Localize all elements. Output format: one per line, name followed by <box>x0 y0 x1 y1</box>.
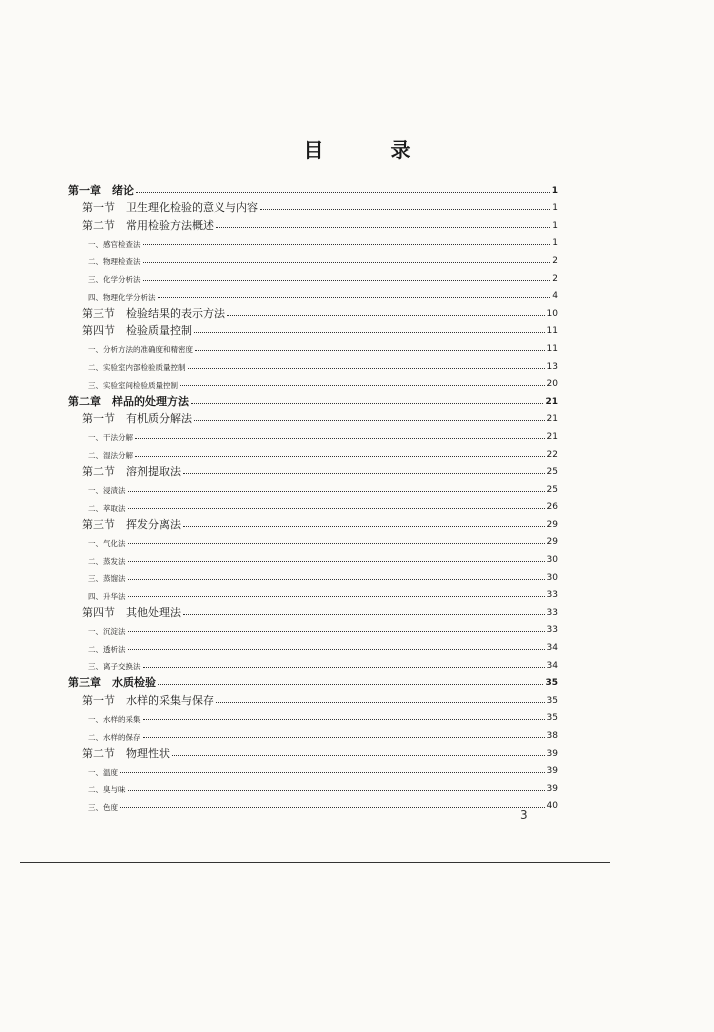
toc-entry-label: 一、沉淀法 <box>88 626 126 636</box>
toc-entry-label: 第三章 水质检验 <box>68 676 156 689</box>
toc-item <box>68 759 558 777</box>
dot-leader <box>128 790 545 791</box>
toc-page-number: 11 <box>546 343 558 354</box>
toc-entry-label: 二、物理检查法 <box>88 257 141 266</box>
toc-chapter <box>68 389 558 407</box>
toc-section <box>68 407 558 425</box>
toc-item <box>68 248 558 266</box>
toc-page-number: 21 <box>546 431 558 442</box>
toc-page-number: 21 <box>545 396 558 407</box>
dot-leader <box>180 385 545 386</box>
toc-entry-label: 第一节 水样的采集与保存 <box>82 693 214 706</box>
dot-leader <box>143 719 545 720</box>
toc-item <box>68 266 558 284</box>
dot-leader <box>172 755 545 756</box>
dot-leader <box>128 631 545 632</box>
toc-entry-label: 二、湿法分解 <box>88 451 133 460</box>
toc-entry-label: 二、臭与味 <box>88 785 126 794</box>
toc-item <box>68 635 558 653</box>
toc-page-number: 2 <box>552 255 558 266</box>
toc-item <box>68 424 558 442</box>
toc-section <box>68 213 558 231</box>
toc-entry-label: 二、萃取法 <box>88 503 126 513</box>
toc-section <box>68 196 558 214</box>
toc-page-number: 35 <box>546 695 558 706</box>
toc-chapter <box>68 178 558 196</box>
toc-page-number: 35 <box>546 713 558 724</box>
toc-section <box>68 600 558 618</box>
dot-leader <box>158 297 551 298</box>
dot-leader <box>143 244 551 245</box>
toc-page-number: 1 <box>551 185 558 196</box>
dot-leader <box>194 332 545 333</box>
dot-leader <box>183 614 545 615</box>
toc-item <box>68 706 558 724</box>
toc-chapter <box>68 671 558 689</box>
toc-page-number: 1 <box>552 238 558 249</box>
toc-item <box>68 723 558 741</box>
toc-entry-label: 二、水样的保存 <box>88 732 141 741</box>
toc-entry-label: 一、水样的采集 <box>88 714 141 724</box>
toc-entry-label: 一、感官检查法 <box>88 239 141 249</box>
dot-leader <box>216 227 550 228</box>
dot-leader <box>143 667 545 668</box>
toc-entry-label: 四、物理化学分析法 <box>88 292 156 302</box>
toc-page-number: 34 <box>546 643 558 654</box>
dot-leader <box>188 368 545 369</box>
toc-item <box>68 547 558 565</box>
toc-page-number: 1 <box>552 203 558 214</box>
toc-entry-label: 三、离子交换法 <box>88 662 141 671</box>
toc-entry-label: 第二节 溶剂提取法 <box>82 465 181 478</box>
toc-entry-label: 一、气化法 <box>88 538 126 548</box>
toc-item <box>68 776 558 794</box>
toc-page-number: 20 <box>546 379 558 390</box>
toc-page-number: 29 <box>546 519 558 530</box>
toc-page-number: 21 <box>546 414 558 425</box>
toc-page-number: 33 <box>546 590 558 601</box>
toc-entry-label: 第四节 检验质量控制 <box>82 324 192 337</box>
toc-page-number: 33 <box>546 607 558 618</box>
toc-page-number: 10 <box>546 308 558 319</box>
toc-page-number: 33 <box>546 625 558 636</box>
toc-page-number: 29 <box>546 537 558 548</box>
dot-leader <box>120 807 545 808</box>
toc-item <box>68 442 558 460</box>
dot-leader <box>143 280 551 281</box>
toc-entry-label: 第三节 检验结果的表示方法 <box>82 306 225 319</box>
toc-entry-label: 一、分析方法的准确度和精密度 <box>88 345 193 354</box>
toc-entry-label: 三、蒸馏法 <box>88 574 126 583</box>
toc-page-number: 25 <box>546 484 558 495</box>
toc-entry-label: 第三节 挥发分离法 <box>82 517 181 530</box>
toc-entry-label: 第二节 物理性状 <box>82 746 170 759</box>
dot-leader <box>216 702 545 703</box>
toc-page-number: 35 <box>545 678 558 689</box>
dot-leader <box>143 737 545 738</box>
toc-item <box>68 653 558 671</box>
dot-leader <box>120 772 545 773</box>
corner-mark: 3 <box>520 808 528 822</box>
dot-leader <box>191 403 543 404</box>
toc-page-number: 40 <box>546 801 558 812</box>
toc-page-number: 4 <box>552 291 558 302</box>
dot-leader <box>183 473 545 474</box>
toc-item <box>68 231 558 249</box>
dot-leader <box>128 508 545 509</box>
toc-entry-label: 四、升华法 <box>88 591 126 601</box>
toc-entry-label: 第一节 有机质分解法 <box>82 412 192 425</box>
dot-leader <box>128 561 545 562</box>
toc-item <box>68 336 558 354</box>
toc-page-number: 13 <box>546 361 558 372</box>
dot-leader <box>128 579 545 580</box>
toc-page-number: 30 <box>546 555 558 566</box>
toc-page-number: 25 <box>546 467 558 478</box>
toc-item <box>68 565 558 583</box>
toc-item <box>68 794 558 812</box>
toc-entry-label: 三、化学分析法 <box>88 275 141 284</box>
dot-leader <box>135 438 545 439</box>
toc-item <box>68 583 558 601</box>
dot-leader <box>183 526 545 527</box>
toc-page-number: 1 <box>552 220 558 231</box>
toc-page-number: 26 <box>546 502 558 513</box>
toc-entry-label: 二、透析法 <box>88 644 126 654</box>
toc-entry-label: 第二章 样品的处理方法 <box>68 394 189 407</box>
toc-item <box>68 495 558 513</box>
toc-page-number: 22 <box>546 449 558 460</box>
dot-leader <box>260 209 550 210</box>
toc-section <box>68 741 558 759</box>
toc-page-number: 34 <box>546 660 558 671</box>
toc-page-number: 38 <box>546 731 558 741</box>
toc-entry-label: 第二节 常用检验方法概述 <box>82 218 214 231</box>
toc-entry-label: 三、实验室间检验质量控制 <box>88 380 178 390</box>
toc-entry-label: 一、温度 <box>88 767 118 777</box>
toc-entry-label: 一、浸渍法 <box>88 486 126 495</box>
toc-section <box>68 512 558 530</box>
toc-entry-label: 二、实验室内部检验质量控制 <box>88 363 186 372</box>
toc-page-number: 2 <box>552 273 558 284</box>
toc-page-number: 30 <box>546 572 558 583</box>
dot-leader <box>128 596 545 597</box>
dot-leader <box>194 420 545 421</box>
toc-page-number: 39 <box>546 783 558 794</box>
toc-section <box>68 460 558 478</box>
toc-item <box>68 284 558 302</box>
toc-entry-label: 第一节 卫生理化检验的意义与内容 <box>82 201 258 214</box>
toc-page-number: 39 <box>546 766 558 777</box>
dot-leader <box>128 649 545 650</box>
dot-leader <box>143 262 551 263</box>
table-of-contents <box>68 178 558 811</box>
dot-leader <box>195 350 545 351</box>
dot-leader <box>227 315 545 316</box>
toc-item <box>68 354 558 372</box>
dot-leader <box>158 684 543 685</box>
dot-leader <box>136 192 550 193</box>
toc-item <box>68 618 558 636</box>
toc-page-number: 11 <box>546 326 558 337</box>
toc-item <box>68 477 558 495</box>
page-title: 目 录 <box>303 138 441 162</box>
toc-item <box>68 530 558 548</box>
dot-leader <box>128 543 545 544</box>
toc-entry-label: 一、干法分解 <box>88 433 133 442</box>
toc-item <box>68 372 558 390</box>
toc-section <box>68 319 558 337</box>
toc-entry-label: 第一章 绪论 <box>68 183 134 196</box>
dot-leader <box>128 491 545 492</box>
toc-entry-label: 三、色度 <box>88 802 118 812</box>
toc-entry-label: 二、蒸发法 <box>88 556 126 566</box>
toc-section <box>68 688 558 706</box>
toc-page-number: 39 <box>546 748 558 759</box>
bottom-rule <box>20 862 610 863</box>
dot-leader <box>135 456 545 457</box>
toc-section <box>68 301 558 319</box>
toc-entry-label: 第四节 其他处理法 <box>82 605 181 618</box>
